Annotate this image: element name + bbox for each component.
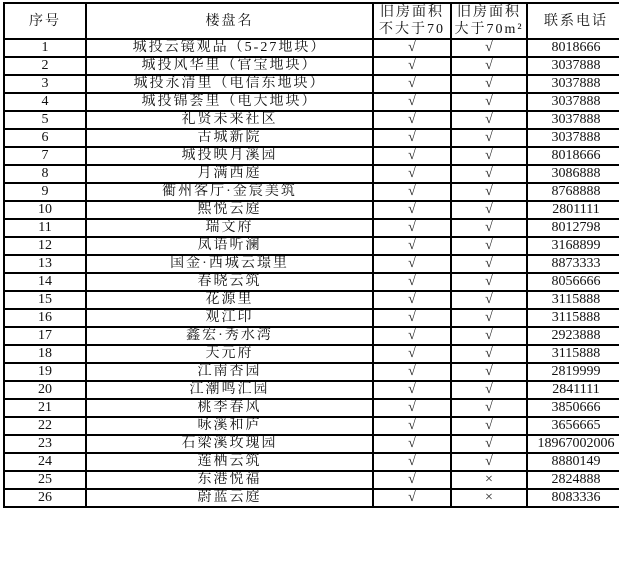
cell-gt70: √ <box>451 381 527 399</box>
cell-le70: √ <box>373 219 451 237</box>
cell-name: 花源里 <box>86 291 373 309</box>
cell-gt70: √ <box>451 75 527 93</box>
cell-phone: 8012798 <box>527 219 619 237</box>
table-row <box>4 183 619 201</box>
cell-name: 春晓云筑 <box>86 273 373 291</box>
table-row <box>4 165 619 183</box>
cell-index: 19 <box>4 363 86 381</box>
cell-index: 8 <box>4 165 86 183</box>
cell-gt70: √ <box>451 201 527 219</box>
cell-le70: √ <box>373 201 451 219</box>
column-header-gt70: 旧房面积 大于70m² <box>451 3 527 39</box>
cell-phone: 3037888 <box>527 129 619 147</box>
cell-index: 13 <box>4 255 86 273</box>
cell-name: 月满西庭 <box>86 165 373 183</box>
cell-le70: √ <box>373 345 451 363</box>
cell-index: 26 <box>4 489 86 507</box>
cell-le70: √ <box>373 93 451 111</box>
cell-phone: 3037888 <box>527 75 619 93</box>
cell-phone: 8880149 <box>527 453 619 471</box>
cell-name: 鑫宏·秀水湾 <box>86 327 373 345</box>
table-header <box>4 3 619 39</box>
cell-index: 5 <box>4 111 86 129</box>
cell-name: 礼贤未来社区 <box>86 111 373 129</box>
cell-phone: 8056666 <box>527 273 619 291</box>
cell-index: 21 <box>4 399 86 417</box>
cell-le70: √ <box>373 471 451 489</box>
table-row <box>4 381 619 399</box>
cell-le70: √ <box>373 273 451 291</box>
cell-name: 古城新院 <box>86 129 373 147</box>
table-row <box>4 219 619 237</box>
cell-gt70: √ <box>451 147 527 165</box>
cell-index: 2 <box>4 57 86 75</box>
cell-phone: 18967002006 <box>527 435 619 453</box>
cell-phone: 3168899 <box>527 237 619 255</box>
cell-gt70: √ <box>451 435 527 453</box>
cell-gt70: √ <box>451 453 527 471</box>
cell-name: 城投锦荟里（电大地块） <box>86 93 373 111</box>
cell-phone: 8018666 <box>527 147 619 165</box>
cell-phone: 8768888 <box>527 183 619 201</box>
cell-phone: 8018666 <box>527 39 619 57</box>
cell-phone: 3115888 <box>527 345 619 363</box>
cell-phone: 3037888 <box>527 111 619 129</box>
cell-phone: 3115888 <box>527 309 619 327</box>
table-row <box>4 57 619 75</box>
cell-phone: 2923888 <box>527 327 619 345</box>
cell-name: 城投永清里（电信东地块） <box>86 75 373 93</box>
cell-name: 江潮鸣汇园 <box>86 381 373 399</box>
cell-name: 观江印 <box>86 309 373 327</box>
cell-le70: √ <box>373 237 451 255</box>
cell-gt70: √ <box>451 255 527 273</box>
table-row <box>4 399 619 417</box>
cell-gt70: √ <box>451 183 527 201</box>
cell-gt70: √ <box>451 57 527 75</box>
cell-gt70: √ <box>451 165 527 183</box>
cell-gt70: √ <box>451 327 527 345</box>
cell-name: 蔚蓝云庭 <box>86 489 373 507</box>
cell-name: 衢州客厅·金宸美筑 <box>86 183 373 201</box>
cell-le70: √ <box>373 111 451 129</box>
cell-le70: √ <box>373 147 451 165</box>
cell-gt70: √ <box>451 363 527 381</box>
column-header-le70: 旧房面积 不大于70 <box>373 3 451 39</box>
cell-index: 24 <box>4 453 86 471</box>
table-row <box>4 363 619 381</box>
cell-phone: 3850666 <box>527 399 619 417</box>
table-row <box>4 471 619 489</box>
cell-le70: √ <box>373 57 451 75</box>
cell-le70: √ <box>373 435 451 453</box>
cell-name: 国金·西城云璟里 <box>86 255 373 273</box>
cell-index: 3 <box>4 75 86 93</box>
cell-le70: √ <box>373 453 451 471</box>
cell-index: 6 <box>4 129 86 147</box>
cell-name: 江南杏园 <box>86 363 373 381</box>
table-row <box>4 435 619 453</box>
cell-phone: 3115888 <box>527 291 619 309</box>
cell-le70: √ <box>373 39 451 57</box>
cell-name: 莲栖云筑 <box>86 453 373 471</box>
table-row <box>4 309 619 327</box>
cell-index: 23 <box>4 435 86 453</box>
table-row <box>4 201 619 219</box>
cell-index: 15 <box>4 291 86 309</box>
column-header-phone: 联系电话 <box>527 3 619 39</box>
cell-gt70: √ <box>451 237 527 255</box>
cell-gt70: √ <box>451 93 527 111</box>
cell-phone: 2801111 <box>527 201 619 219</box>
table-row <box>4 291 619 309</box>
cell-gt70: √ <box>451 111 527 129</box>
cell-name: 城投映月溪园 <box>86 147 373 165</box>
cell-name: 石梁溪玫瑰园 <box>86 435 373 453</box>
cell-index: 1 <box>4 39 86 57</box>
cell-index: 22 <box>4 417 86 435</box>
cell-index: 16 <box>4 309 86 327</box>
cell-le70: √ <box>373 417 451 435</box>
cell-index: 18 <box>4 345 86 363</box>
column-header-index: 序号 <box>4 3 86 39</box>
table-row <box>4 237 619 255</box>
table-row <box>4 93 619 111</box>
cell-name: 熙悦云庭 <box>86 201 373 219</box>
table-row <box>4 111 619 129</box>
cell-phone: 2819999 <box>527 363 619 381</box>
cell-gt70: √ <box>451 219 527 237</box>
cell-name: 咏溪和庐 <box>86 417 373 435</box>
cell-index: 17 <box>4 327 86 345</box>
cell-name: 瑞文府 <box>86 219 373 237</box>
cell-gt70: √ <box>451 39 527 57</box>
cell-phone: 8873333 <box>527 255 619 273</box>
cell-index: 12 <box>4 237 86 255</box>
cell-gt70: √ <box>451 129 527 147</box>
cell-gt70: √ <box>451 399 527 417</box>
cell-name: 桃李春风 <box>86 399 373 417</box>
cell-le70: √ <box>373 381 451 399</box>
table-row <box>4 39 619 57</box>
cell-le70: √ <box>373 129 451 147</box>
cell-index: 11 <box>4 219 86 237</box>
cell-index: 10 <box>4 201 86 219</box>
cell-le70: √ <box>373 255 451 273</box>
table-row <box>4 147 619 165</box>
cell-phone: 3037888 <box>527 57 619 75</box>
cell-phone: 8083336 <box>527 489 619 507</box>
table-row <box>4 255 619 273</box>
cell-gt70: √ <box>451 345 527 363</box>
cell-name: 天元府 <box>86 345 373 363</box>
cell-gt70: √ <box>451 417 527 435</box>
column-header-name: 楼盘名 <box>86 3 373 39</box>
cell-phone: 2824888 <box>527 471 619 489</box>
cell-gt70: × <box>451 489 527 507</box>
cell-le70: √ <box>373 291 451 309</box>
cell-index: 4 <box>4 93 86 111</box>
cell-le70: √ <box>373 75 451 93</box>
table-row <box>4 345 619 363</box>
cell-gt70: √ <box>451 309 527 327</box>
table-row <box>4 417 619 435</box>
cell-gt70: √ <box>451 273 527 291</box>
cell-index: 14 <box>4 273 86 291</box>
table-row <box>4 327 619 345</box>
table-body <box>4 39 619 507</box>
cell-index: 25 <box>4 471 86 489</box>
cell-phone: 2841111 <box>527 381 619 399</box>
cell-le70: √ <box>373 309 451 327</box>
cell-gt70: √ <box>451 291 527 309</box>
cell-name: 城投云镜观品（5-27地块） <box>86 39 373 57</box>
table-row <box>4 273 619 291</box>
cell-gt70: × <box>451 471 527 489</box>
cell-phone: 3656665 <box>527 417 619 435</box>
cell-index: 20 <box>4 381 86 399</box>
cell-le70: √ <box>373 489 451 507</box>
table-row <box>4 453 619 471</box>
cell-phone: 3037888 <box>527 93 619 111</box>
cell-le70: √ <box>373 363 451 381</box>
cell-index: 9 <box>4 183 86 201</box>
cell-name: 凤语听澜 <box>86 237 373 255</box>
property-table <box>3 2 619 508</box>
cell-le70: √ <box>373 327 451 345</box>
cell-le70: √ <box>373 183 451 201</box>
cell-name: 东港悦福 <box>86 471 373 489</box>
table-row <box>4 129 619 147</box>
cell-phone: 3086888 <box>527 165 619 183</box>
cell-index: 7 <box>4 147 86 165</box>
cell-le70: √ <box>373 165 451 183</box>
cell-name: 城投风华里（官宝地块） <box>86 57 373 75</box>
header-row <box>4 3 619 39</box>
table-row <box>4 75 619 93</box>
cell-le70: √ <box>373 399 451 417</box>
table-row <box>4 489 619 507</box>
